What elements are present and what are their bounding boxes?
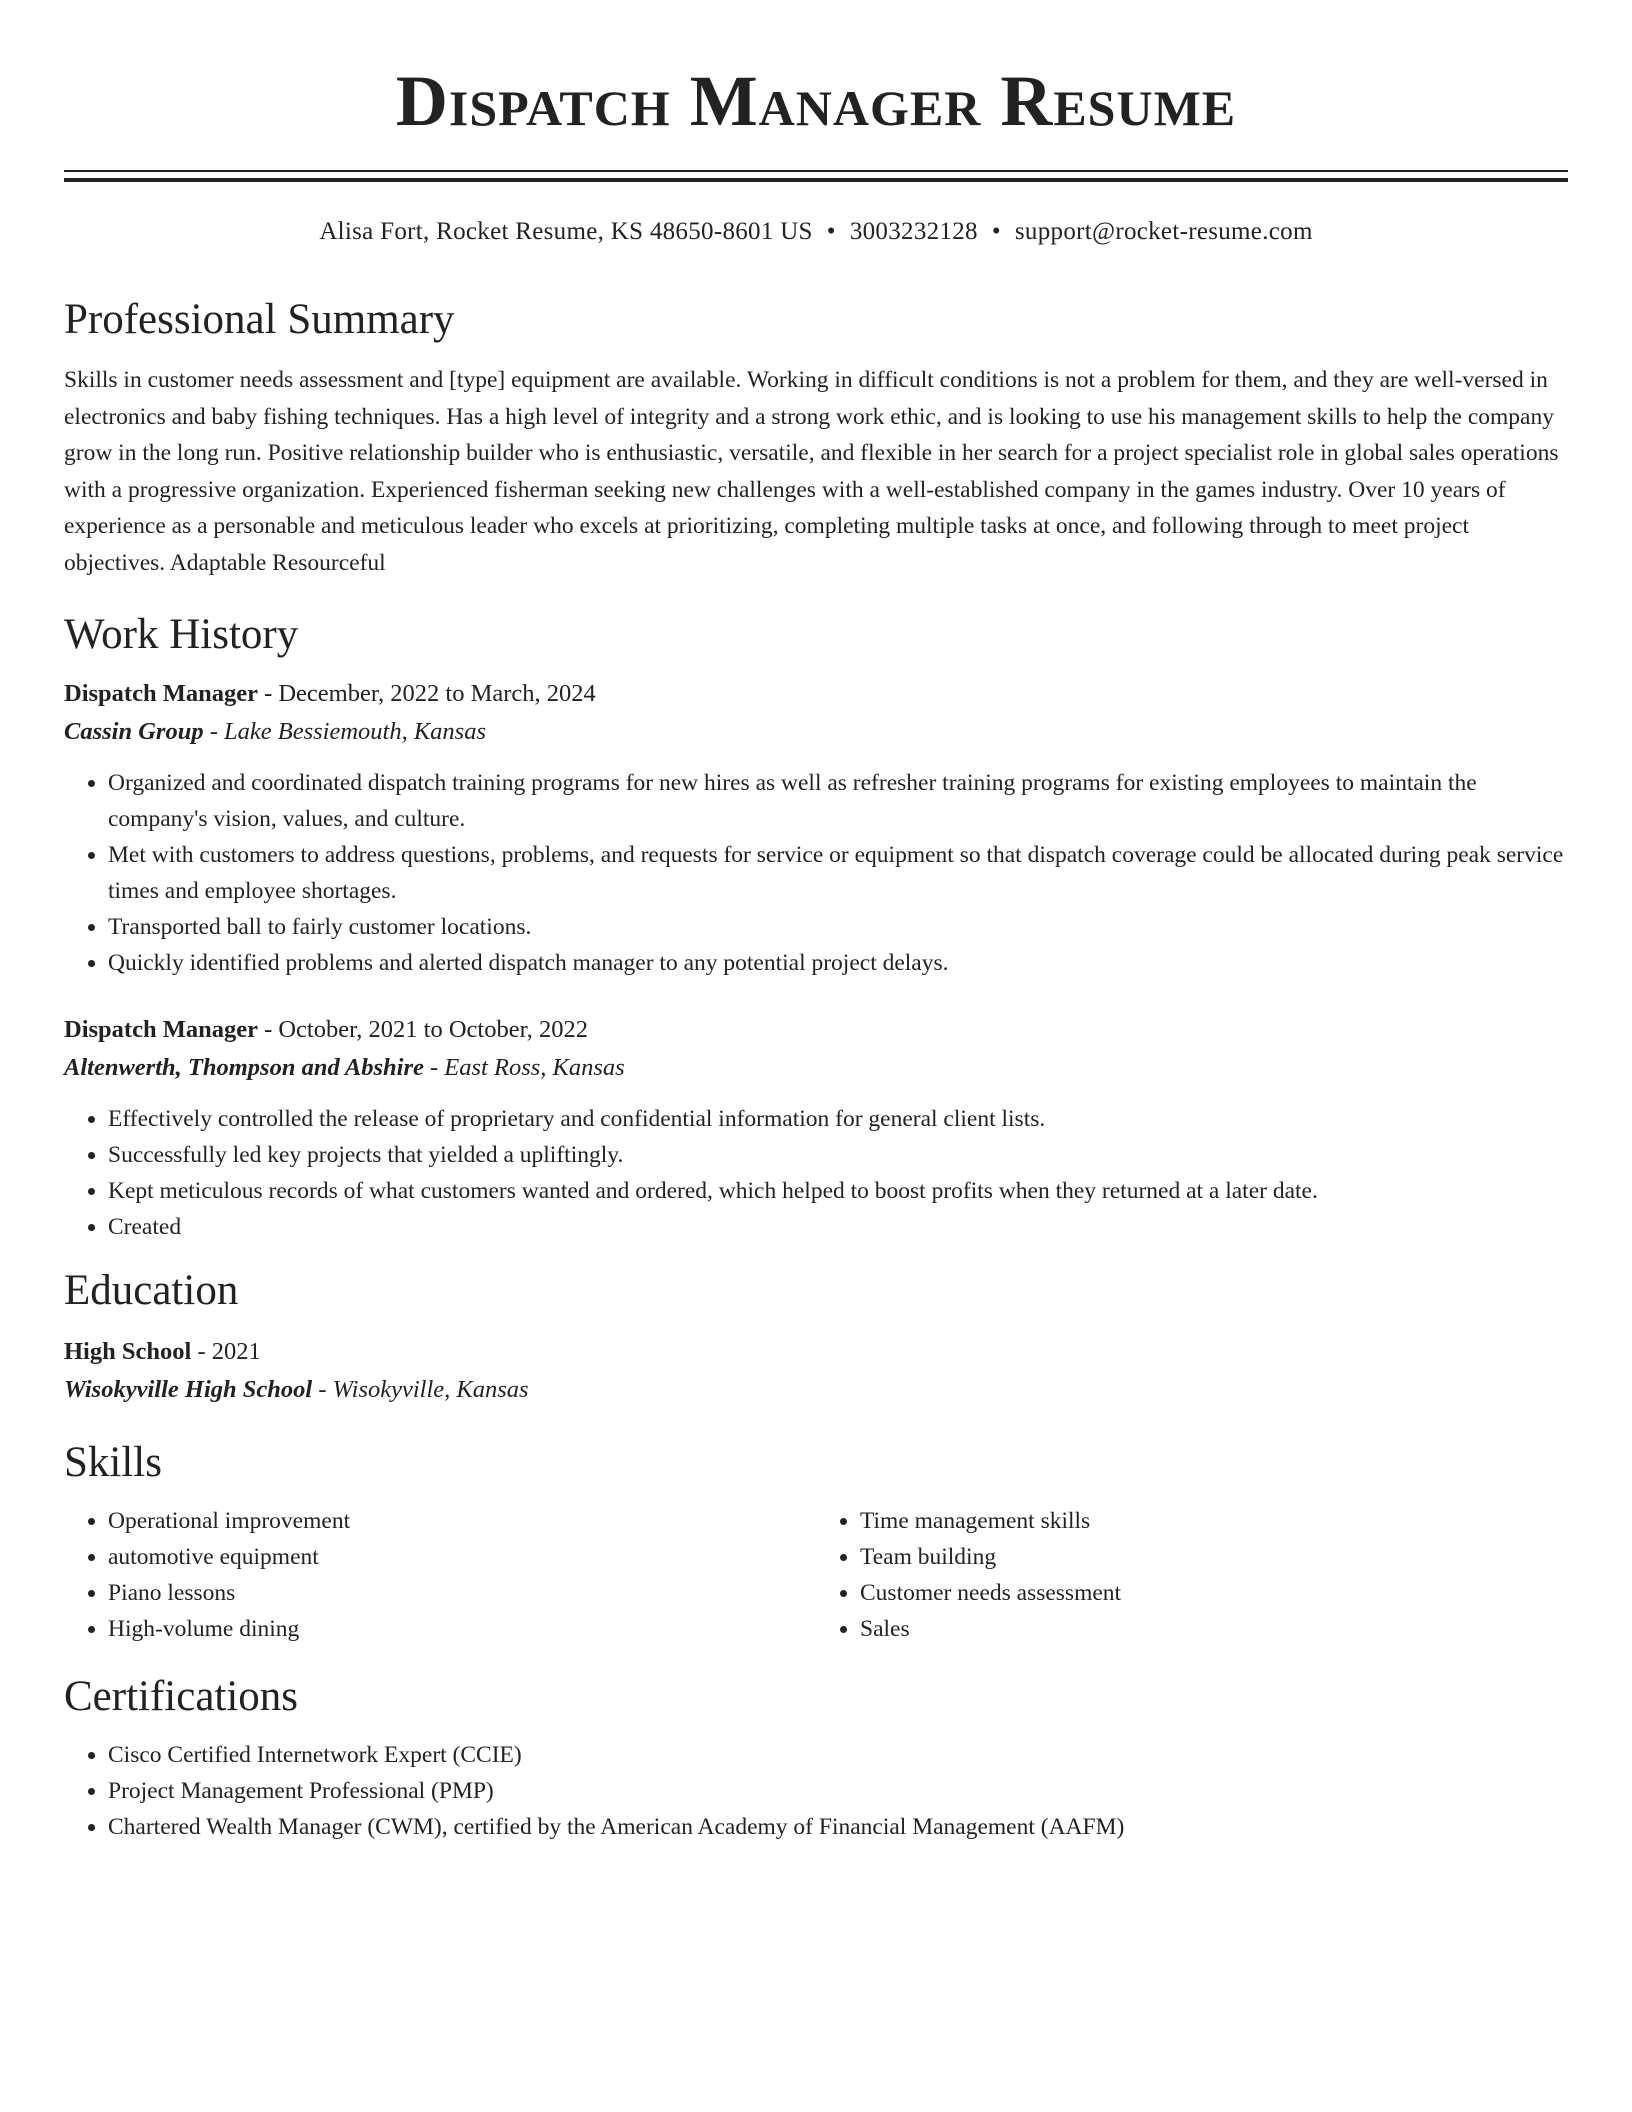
- job-company-line: [64, 1049, 1568, 1087]
- work-history-heading: Work History: [64, 611, 299, 658]
- title-divider-thick: [64, 178, 1568, 182]
- education-degree: High School: [64, 1338, 192, 1365]
- contact-line: [64, 216, 1568, 248]
- job-bullet: • Transported ball to fairly customer locations.: [108, 909, 1568, 945]
- contact-phone: 3003232128: [849, 218, 978, 245]
- education-school: Wisokyville High School: [64, 1376, 313, 1403]
- skill-item: • High-volume dining: [108, 1611, 816, 1647]
- skills-column-right: [816, 1503, 1568, 1647]
- job-dates: - December, 2022 to March, 2024: [257, 680, 596, 707]
- skill-item: • Team building: [860, 1539, 1568, 1575]
- certifications-list: [64, 1737, 1568, 1845]
- job-bullet: • Effectively controlled the release of proprietary and confidential information for general client lists.: [108, 1101, 1568, 1137]
- job-bullet: • Successfully led key projects that yielded a upliftingly.: [108, 1137, 1568, 1173]
- education-year: - 2021: [191, 1338, 261, 1365]
- job-bullet: • Quickly identified problems and alerted dispatch manager to any potential project delays.: [108, 945, 1568, 981]
- job-bullets: [64, 765, 1568, 981]
- job-bullet: • Kept meticulous records of what customers wanted and ordered, which helped to boost profits when they returned at a later date.: [108, 1173, 1568, 1209]
- job-title: Dispatch Manager: [64, 1016, 258, 1043]
- contact-separator: •: [826, 218, 836, 245]
- job-entry: [64, 1011, 1568, 1245]
- job-title: Dispatch Manager: [64, 680, 258, 707]
- education-heading: Education: [64, 1267, 239, 1314]
- job-header: [64, 675, 1568, 713]
- skills-grid: [64, 1503, 1568, 1647]
- contact-separator: •: [991, 218, 1001, 245]
- summary-heading: Professional Summary: [64, 296, 455, 343]
- resume-title: Dispatch Manager Resume: [395, 61, 1237, 141]
- certification-item: • Cisco Certified Internetwork Expert (CCIE): [108, 1737, 1568, 1773]
- skill-item: • Time management skills: [860, 1503, 1568, 1539]
- education-entry: [64, 1333, 1568, 1409]
- job-company: Altenwerth, Thompson and Abshire: [64, 1054, 424, 1081]
- skill-item: • Customer needs assessment: [860, 1575, 1568, 1611]
- job-location: - Lake Bessiemouth, Kansas: [203, 718, 486, 745]
- contact-address: Alisa Fort, Rocket Resume, KS 48650-8601 US: [319, 218, 813, 245]
- skill-item: • automotive equipment: [108, 1539, 816, 1575]
- summary-text: Skills in customer needs assessment and [type] equipment are available. Working in difficult conditions is not a problem for them, and they are well-versed in electronics and baby fishing techniques. Has a high level of integrity and a strong work ethic, and is looking to use his management skills to help the company grow in the long run. Positive relationship builder who is enthusiastic, versatile, and flexible in her search for a project specialist role in global sales operations with a progressive organization. Experienced fisherman seeking new challenges with a well-established company in the games industry. Over 10 years of experience as a personable and meticulous leader who excels at prioritizing, completing multiple tasks at once, and following through to meet project objectives. Adaptable Resourceful: [64, 367, 1559, 576]
- education-header: [64, 1333, 1568, 1371]
- skill-item: • Piano lessons: [108, 1575, 816, 1611]
- skill-item: • Sales: [860, 1611, 1568, 1647]
- job-bullets: [64, 1101, 1568, 1245]
- resume-page: [64, 0, 1568, 1845]
- education-location: - Wisokyville, Kansas: [312, 1376, 529, 1403]
- job-dates: - October, 2021 to October, 2022: [257, 1016, 589, 1043]
- education-school-line: [64, 1371, 1568, 1409]
- skill-item: • Operational improvement: [108, 1503, 816, 1539]
- certification-item: • Project Management Professional (PMP): [108, 1773, 1568, 1809]
- skills-heading: Skills: [64, 1439, 162, 1486]
- job-company: Cassin Group: [64, 718, 204, 745]
- certifications-heading: Certifications: [64, 1673, 299, 1720]
- job-bullet: • Organized and coordinated dispatch training programs for new hires as well as refresher training programs for existing employees to maintain the company's vision, values, and culture.: [108, 765, 1568, 837]
- skills-column-left: [64, 1503, 816, 1647]
- job-entry: [64, 675, 1568, 981]
- title-divider-thin: [64, 170, 1568, 172]
- job-location: - East Ross, Kansas: [423, 1054, 625, 1081]
- job-bullet: • Created: [108, 1209, 1568, 1245]
- contact-email: support@rocket-resume.com: [1014, 218, 1313, 245]
- job-bullet: • Met with customers to address questions, problems, and requests for service or equipment so that dispatch coverage could be allocated during peak service times and employee shortages.: [108, 837, 1568, 909]
- certification-item: • Chartered Wealth Manager (CWM), certified by the American Academy of Financial Management (AAFM): [108, 1809, 1568, 1845]
- job-company-line: [64, 713, 1568, 751]
- job-header: [64, 1011, 1568, 1049]
